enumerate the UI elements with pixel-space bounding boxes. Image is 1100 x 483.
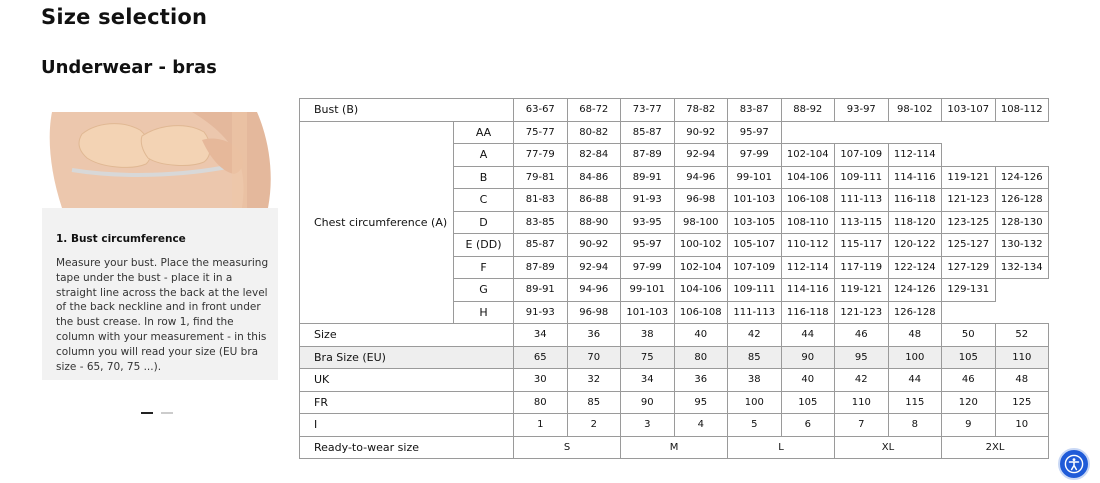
accessibility-icon — [1064, 454, 1084, 474]
chest-cell: 97-99 — [621, 256, 675, 279]
chest-cell: 107-109 — [728, 256, 782, 279]
chest-cell: 92-94 — [674, 144, 728, 167]
chest-cell: 91-93 — [621, 189, 675, 212]
chest-cell: 94-96 — [567, 279, 621, 302]
size-cell: 42 — [835, 369, 889, 392]
empty-cell — [781, 121, 835, 144]
chest-cell: 84-86 — [567, 166, 621, 189]
chest-cell: 121-123 — [835, 301, 889, 324]
empty-cell — [888, 121, 942, 144]
row-label-size: Size — [300, 324, 514, 347]
table-row-cup — [300, 121, 1049, 144]
table-row-size — [300, 414, 1049, 437]
table-row-ready-to-wear — [300, 436, 1049, 459]
chest-cell: 103-105 — [728, 211, 782, 234]
empty-cell — [942, 121, 996, 144]
chest-cell: 114-116 — [888, 166, 942, 189]
chest-cell: 87-89 — [621, 144, 675, 167]
chest-cell: 125-127 — [942, 234, 996, 257]
carousel-indicators — [141, 412, 173, 414]
size-cell: 90 — [621, 391, 675, 414]
chest-cell: 83-85 — [514, 211, 568, 234]
size-cell: 7 — [835, 414, 889, 437]
size-cell: 40 — [781, 369, 835, 392]
chest-cell: 120-122 — [888, 234, 942, 257]
table-row-bust — [300, 99, 1049, 122]
size-cell: 40 — [674, 324, 728, 347]
size-cell: 42 — [728, 324, 782, 347]
chest-cell: 85-87 — [514, 234, 568, 257]
cup-label: C — [454, 189, 514, 212]
size-cell: 46 — [835, 324, 889, 347]
chest-cell: 88-90 — [567, 211, 621, 234]
chest-cell: 106-108 — [674, 301, 728, 324]
chest-cell: 126-128 — [995, 189, 1049, 212]
bust-cell: 88-92 — [781, 99, 835, 122]
chest-cell: 80-82 — [567, 121, 621, 144]
size-cell: 34 — [514, 324, 568, 347]
accessibility-button[interactable] — [1058, 448, 1090, 480]
chest-cell: 119-121 — [835, 279, 889, 302]
chest-cell: 116-118 — [888, 189, 942, 212]
bust-cell: 63-67 — [514, 99, 568, 122]
chest-cell: 98-100 — [674, 211, 728, 234]
chest-cell: 93-95 — [621, 211, 675, 234]
bust-cell: 108-112 — [995, 99, 1049, 122]
chest-cell: 102-104 — [781, 144, 835, 167]
size-cell: 65 — [514, 346, 568, 369]
cup-label: H — [454, 301, 514, 324]
size-cell: 85 — [728, 346, 782, 369]
chest-cell: 109-111 — [835, 166, 889, 189]
size-cell: 9 — [942, 414, 996, 437]
size-cell: 95 — [674, 391, 728, 414]
size-cell: 8 — [888, 414, 942, 437]
size-cell: 105 — [942, 346, 996, 369]
chest-cell: 106-108 — [781, 189, 835, 212]
size-cell: 110 — [835, 391, 889, 414]
size-cell: 38 — [728, 369, 782, 392]
section-title: Underwear - bras — [41, 57, 217, 78]
empty-cell — [995, 301, 1049, 324]
chest-cell: 116-118 — [781, 301, 835, 324]
size-cell: 105 — [781, 391, 835, 414]
chest-cell: 105-107 — [728, 234, 782, 257]
size-cell: 32 — [567, 369, 621, 392]
chest-cell: 104-106 — [674, 279, 728, 302]
row-label-size: UK — [300, 369, 514, 392]
bust-measuring-photo — [42, 112, 278, 208]
ready-to-wear-cell: L — [728, 436, 835, 459]
bust-cell: 93-97 — [835, 99, 889, 122]
chest-cell: 130-132 — [995, 234, 1049, 257]
chest-cell: 112-114 — [781, 256, 835, 279]
chest-cell: 81-83 — [514, 189, 568, 212]
cup-label: A — [454, 144, 514, 167]
chest-cell: 129-131 — [942, 279, 996, 302]
size-cell: 48 — [995, 369, 1049, 392]
row-label-size: FR — [300, 391, 514, 414]
size-cell: 120 — [942, 391, 996, 414]
chest-cell: 91-93 — [514, 301, 568, 324]
chest-cell: 92-94 — [567, 256, 621, 279]
cup-label: D — [454, 211, 514, 234]
size-cell: 6 — [781, 414, 835, 437]
chest-cell: 96-98 — [567, 301, 621, 324]
chest-cell: 101-103 — [621, 301, 675, 324]
size-cell: 36 — [567, 324, 621, 347]
chest-cell: 96-98 — [674, 189, 728, 212]
measurement-guide-card — [42, 112, 278, 380]
size-cell: 46 — [942, 369, 996, 392]
chest-cell: 85-87 — [621, 121, 675, 144]
bust-cell: 73-77 — [621, 99, 675, 122]
bust-cell: 83-87 — [728, 99, 782, 122]
ready-to-wear-cell: S — [514, 436, 621, 459]
size-cell: 2 — [567, 414, 621, 437]
chest-cell: 124-126 — [995, 166, 1049, 189]
chest-cell: 99-101 — [621, 279, 675, 302]
chest-cell: 108-110 — [781, 211, 835, 234]
chest-cell: 113-115 — [835, 211, 889, 234]
chest-cell: 123-125 — [942, 211, 996, 234]
chest-cell: 118-120 — [888, 211, 942, 234]
empty-cell — [835, 121, 889, 144]
empty-cell — [942, 301, 996, 324]
cup-label: G — [454, 279, 514, 302]
chest-cell: 95-97 — [621, 234, 675, 257]
size-cell: 3 — [621, 414, 675, 437]
size-cell: 36 — [674, 369, 728, 392]
cup-label: F — [454, 256, 514, 279]
size-cell: 4 — [674, 414, 728, 437]
chest-cell: 127-129 — [942, 256, 996, 279]
size-cell: 115 — [888, 391, 942, 414]
carousel-dot-2[interactable] — [161, 412, 173, 414]
carousel-dot-1[interactable] — [141, 412, 153, 414]
size-cell: 10 — [995, 414, 1049, 437]
chest-cell: 112-114 — [888, 144, 942, 167]
chest-cell: 122-124 — [888, 256, 942, 279]
chest-cell: 111-113 — [835, 189, 889, 212]
page-title: Size selection — [41, 5, 208, 29]
row-label-chest: Chest circumference (A) — [300, 121, 454, 324]
size-cell: 125 — [995, 391, 1049, 414]
chest-cell: 114-116 — [781, 279, 835, 302]
chest-cell: 79-81 — [514, 166, 568, 189]
size-cell: 80 — [674, 346, 728, 369]
chest-cell: 107-109 — [835, 144, 889, 167]
card-instructions: Measure your bust. Place the measuring tape under the bust - place it in a straight line across the back at the level of the back neckline and in front under the bust crease. In row 1, find the column with your measurement - in this column you will read your size (EU bra size - 65, 70, 75 ...). — [56, 257, 269, 373]
size-cell: 90 — [781, 346, 835, 369]
table-row-size — [300, 324, 1049, 347]
chest-cell: 87-89 — [514, 256, 568, 279]
row-label-size: I — [300, 414, 514, 437]
size-cell: 75 — [621, 346, 675, 369]
ready-to-wear-cell: M — [621, 436, 728, 459]
size-cell: 1 — [514, 414, 568, 437]
chest-cell: 111-113 — [728, 301, 782, 324]
size-cell: 5 — [728, 414, 782, 437]
ready-to-wear-cell: XL — [835, 436, 942, 459]
empty-cell — [995, 121, 1049, 144]
empty-cell — [995, 279, 1049, 302]
row-label-ready-to-wear: Ready-to-wear size — [300, 436, 514, 459]
size-cell: 100 — [728, 391, 782, 414]
row-label-size: Bra Size (EU) — [300, 346, 514, 369]
ready-to-wear-cell: 2XL — [942, 436, 1049, 459]
row-label-bust: Bust (B) — [300, 99, 514, 122]
chest-cell: 100-102 — [674, 234, 728, 257]
chest-cell: 82-84 — [567, 144, 621, 167]
chest-cell: 110-112 — [781, 234, 835, 257]
chest-cell: 101-103 — [728, 189, 782, 212]
size-cell: 34 — [621, 369, 675, 392]
chest-cell: 97-99 — [728, 144, 782, 167]
empty-cell — [995, 144, 1049, 167]
chest-cell: 109-111 — [728, 279, 782, 302]
chest-cell: 99-101 — [728, 166, 782, 189]
chest-cell: 94-96 — [674, 166, 728, 189]
size-cell: 85 — [567, 391, 621, 414]
cup-label: AA — [454, 121, 514, 144]
size-cell: 70 — [567, 346, 621, 369]
chest-cell: 124-126 — [888, 279, 942, 302]
size-cell: 30 — [514, 369, 568, 392]
size-cell: 110 — [995, 346, 1049, 369]
size-cell: 38 — [621, 324, 675, 347]
chest-cell: 104-106 — [781, 166, 835, 189]
size-cell: 44 — [888, 369, 942, 392]
chest-cell: 75-77 — [514, 121, 568, 144]
table-row-size — [300, 346, 1049, 369]
size-cell: 44 — [781, 324, 835, 347]
chest-cell: 89-91 — [514, 279, 568, 302]
size-cell: 80 — [514, 391, 568, 414]
chest-cell: 89-91 — [621, 166, 675, 189]
chest-cell: 90-92 — [567, 234, 621, 257]
chest-cell: 115-117 — [835, 234, 889, 257]
bust-cell: 98-102 — [888, 99, 942, 122]
cup-label: E (DD) — [454, 234, 514, 257]
bust-cell: 103-107 — [942, 99, 996, 122]
table-row-size — [300, 369, 1049, 392]
chest-cell: 117-119 — [835, 256, 889, 279]
size-cell: 100 — [888, 346, 942, 369]
size-cell: 52 — [995, 324, 1049, 347]
size-chart-table — [299, 98, 1049, 459]
empty-cell — [942, 144, 996, 167]
chest-cell: 121-123 — [942, 189, 996, 212]
bust-cell: 78-82 — [674, 99, 728, 122]
table-row-size — [300, 391, 1049, 414]
chest-cell: 119-121 — [942, 166, 996, 189]
size-cell: 50 — [942, 324, 996, 347]
size-cell: 48 — [888, 324, 942, 347]
chest-cell: 95-97 — [728, 121, 782, 144]
card-heading: 1. Bust circumference — [56, 233, 186, 245]
bust-cell: 68-72 — [567, 99, 621, 122]
chest-cell: 132-134 — [995, 256, 1049, 279]
chest-cell: 77-79 — [514, 144, 568, 167]
chest-cell: 86-88 — [567, 189, 621, 212]
chest-cell: 90-92 — [674, 121, 728, 144]
chest-cell: 102-104 — [674, 256, 728, 279]
cup-label: B — [454, 166, 514, 189]
size-cell: 95 — [835, 346, 889, 369]
chest-cell: 126-128 — [888, 301, 942, 324]
chest-cell: 128-130 — [995, 211, 1049, 234]
